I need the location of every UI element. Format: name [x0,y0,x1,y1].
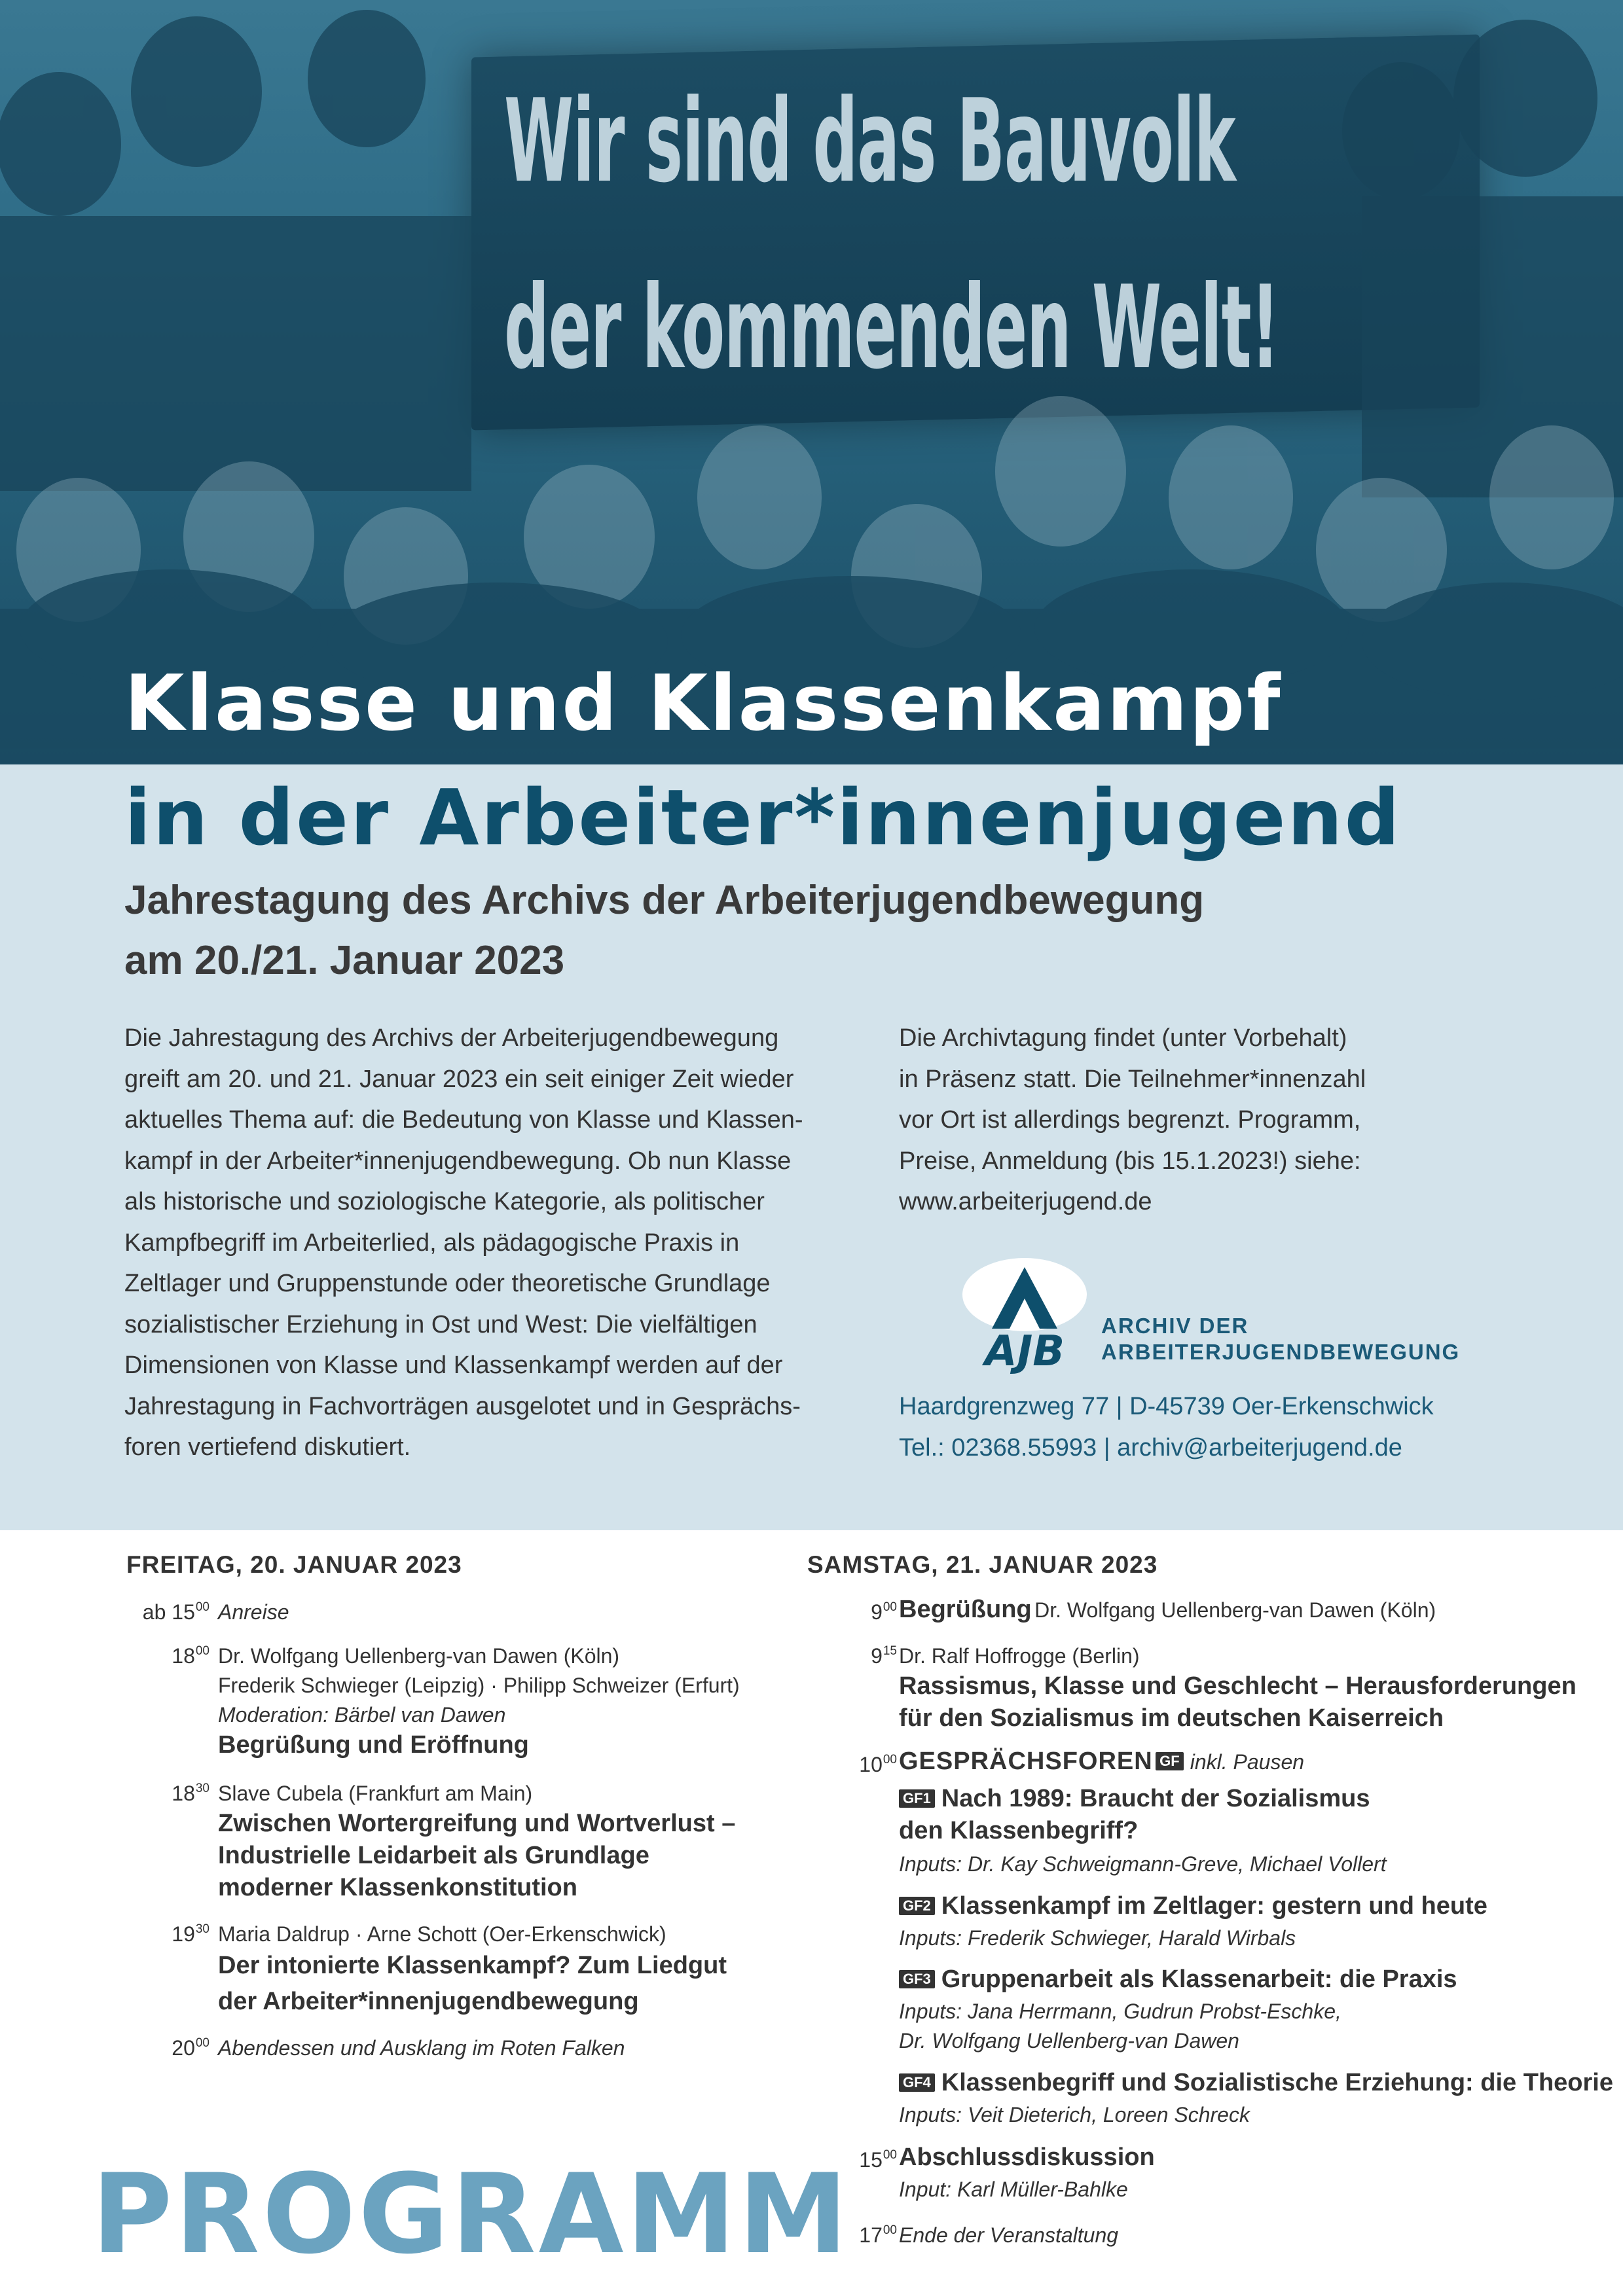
logo-abbr: AJB [984,1327,1065,1376]
intro-line: Jahrestagung in Fachvorträgen ausgelotet und in Gesprächs- [124,1392,801,1420]
speaker: Frederik Schwieger (Leipzig) · Philipp Schweizer (Erfurt) [218,1674,740,1697]
gf1-title: GF1 Nach 1989: Braucht der Sozialismus [899,1785,1370,1813]
gf3-inputs: Inputs: Jana Herrmann, Gudrun Probst-Eschke, [899,2000,1341,2023]
intro-line: Kampfbegriff im Arbeiterlied, als pädagogische Praxis in [124,1229,740,1257]
saturday-heading: SAMSTAG, 21. JANUAR 2023 [807,1551,1158,1578]
intro-line: greift am 20. und 21. Januar 2023 ein seit einiger Zeit wieder [124,1065,794,1093]
intro-text [124,1018,831,1468]
session-title: Begrüßung und Eröffnung [218,1731,529,1759]
end-text: Ende der Veranstaltung [899,2223,1119,2247]
forum-note: inkl. Pausen [1190,1750,1305,1774]
logo-org-line2: ARBEITERJUGENDBEWEGUNG [1101,1340,1461,1364]
logo-org-name [1101,1313,1460,1365]
time: $9^{00}$ [871,1600,897,1624]
phone-email[interactable]: Tel.: 02368.55993 | archiv@arbeiterjugend.de [899,1433,1402,1462]
programm-label: PROGRAMM [92,2150,850,2278]
logo-org-line1: ARCHIV DER [1101,1314,1249,1338]
ajb-logo [949,1255,1519,1376]
gf1-badge: GF1 [899,1789,935,1808]
gf1-title-2: den Klassenbegriff? [899,1817,1139,1844]
speaker: Slave Cubela (Frankfurt am Main) [218,1782,533,1805]
info-text [899,1018,1488,1223]
session-title: Rassismus, Klasse und Geschlecht – Herausforderungen [899,1672,1577,1700]
time: $15^{00}$ [859,2148,897,2172]
gf4-inputs: Inputs: Veit Dieterich, Loreen Schreck [899,2103,1250,2126]
session-title: moderner Klassenkonstitution [218,1874,577,1901]
subtitle-line1: Jahrestagung des Archivs der Arbeiterjugendbewegung [124,878,1205,923]
crowd-silhouettes [0,0,1623,764]
anreise-text: Anreise [218,1600,289,1624]
gf2-inputs: Inputs: Frederik Schwieger, Harald Wirbals [899,1926,1296,1950]
info-line: vor Ort ist allerdings begrenzt. Programm, [899,1106,1361,1134]
session-title: Zwischen Wortergreifung und Wortverlust – [218,1810,736,1837]
info-line: in Präsenz statt. Die Teilnehmer*innenzahl [899,1065,1366,1093]
banner-text-line2: der kommenden Welt! [504,262,1279,395]
time: ab $15^{00}$ [142,1600,210,1624]
gf1-inputs: Inputs: Dr. Kay Schweigmann-Greve, Michael Vollert [899,1852,1387,1876]
session-title: Industrielle Leidarbeit als Grundlage [218,1842,649,1869]
ajb-logo-mark [949,1255,1100,1376]
contact-block [899,1386,1434,1468]
speaker: Dr. Ralf Hoffrogge (Berlin) [899,1644,1140,1668]
subtitle-line2: am 20./21. Januar 2023 [124,938,565,983]
gf3-badge: GF3 [899,1970,935,1988]
title-line2: in der Arbeiter*innenjugend [124,772,1402,863]
speaker: Maria Daldrup · Arne Schott (Oer-Erkenschwick) [218,1922,666,1946]
time: $20^{00}$ [172,2036,210,2060]
time: $19^{30}$ [172,1922,210,1946]
info-line: Die Archivtagung findet (unter Vorbehalt) [899,1024,1347,1052]
time: $18^{30}$ [172,1782,210,1805]
intro-line: foren vertiefend diskutiert. [124,1433,411,1461]
info-line: Preise, Anmeldung (bis 15.1.2023!) siehe: [899,1147,1361,1175]
website-link[interactable]: www.arbeiterjugend.de [899,1188,1152,1215]
gf4-badge: GF4 [899,2073,935,2092]
title-line1: Klasse und Klassenkampf [124,658,1283,748]
forum-heading [899,1748,1304,1776]
intro-line: kampf in der Arbeiter*innenjugendbewegung. Ob nun Klasse [124,1147,792,1175]
gf2-title: GF2 Klassenkampf im Zeltlager: gestern und heute [899,1892,1487,1920]
subtitle [124,870,1204,991]
session-title: Der intonierte Klassenkampf? Zum Liedgut [218,1952,727,1979]
intro-line: Zeltlager und Gruppenstunde oder theoretische Grundlage [124,1270,771,1297]
hero-photo [0,0,1623,764]
speaker: Dr. Wolfgang Uellenberg-van Dawen (Köln) [218,1644,620,1668]
gf-badge: GF [1156,1752,1184,1770]
saturday-s1-line [899,1596,1436,1624]
intro-line: Dimensionen von Klasse und Klassenkampf werden auf der [124,1352,783,1379]
intro-line: Die Jahrestagung des Archivs der Arbeiterjugendbewegung [124,1024,779,1052]
session-title: für den Sozialismus im deutschen Kaiserreich [899,1704,1444,1732]
forum-title: GESPRÄCHSFOREN [899,1748,1153,1775]
session-title: Begrüßung [899,1596,1032,1623]
gf3-inputs-2: Dr. Wolfgang Uellenberg-van Dawen [899,2029,1239,2053]
moderation: Moderation: Bärbel van Dawen [218,1703,506,1727]
gf3-title: GF3 Gruppenarbeit als Klassenarbeit: die Praxis [899,1965,1457,1994]
session-title: der Arbeiter*innenjugendbewegung [218,1988,639,2015]
banner-text-line1: Wir sind das Bauvolk [504,75,1235,208]
intro-line: sozialistischer Erziehung in Ost und West: Die vielfältigen [124,1310,757,1338]
address: Haardgrenzweg 77 | D-45739 Oer-Erkenschwick [899,1393,1434,1420]
session-input: Input: Karl Müller-Bahlke [899,2178,1128,2201]
time: $17^{00}$ [859,2223,897,2247]
dinner-text: Abendessen und Ausklang im Roten Falken [218,2036,625,2060]
intro-line: als historische und soziologische Kategorie, als politischer [124,1188,765,1215]
friday-heading: FREITAG, 20. JANUAR 2023 [126,1551,462,1578]
gf2-badge: GF2 [899,1897,935,1915]
time: $9^{15}$ [871,1644,897,1668]
gf4-title: GF4 Klassenbegriff und Sozialistische Erziehung: die Theorie [899,2069,1613,2097]
time: $10^{00}$ [859,1753,897,1776]
time: $18^{00}$ [172,1644,210,1668]
speaker: Dr. Wolfgang Uellenberg-van Dawen (Köln) [1034,1598,1436,1622]
session-title: Abschlussdiskussion [899,2144,1155,2171]
intro-line: aktuelles Thema auf: die Bedeutung von Klasse und Klassen- [124,1106,803,1134]
